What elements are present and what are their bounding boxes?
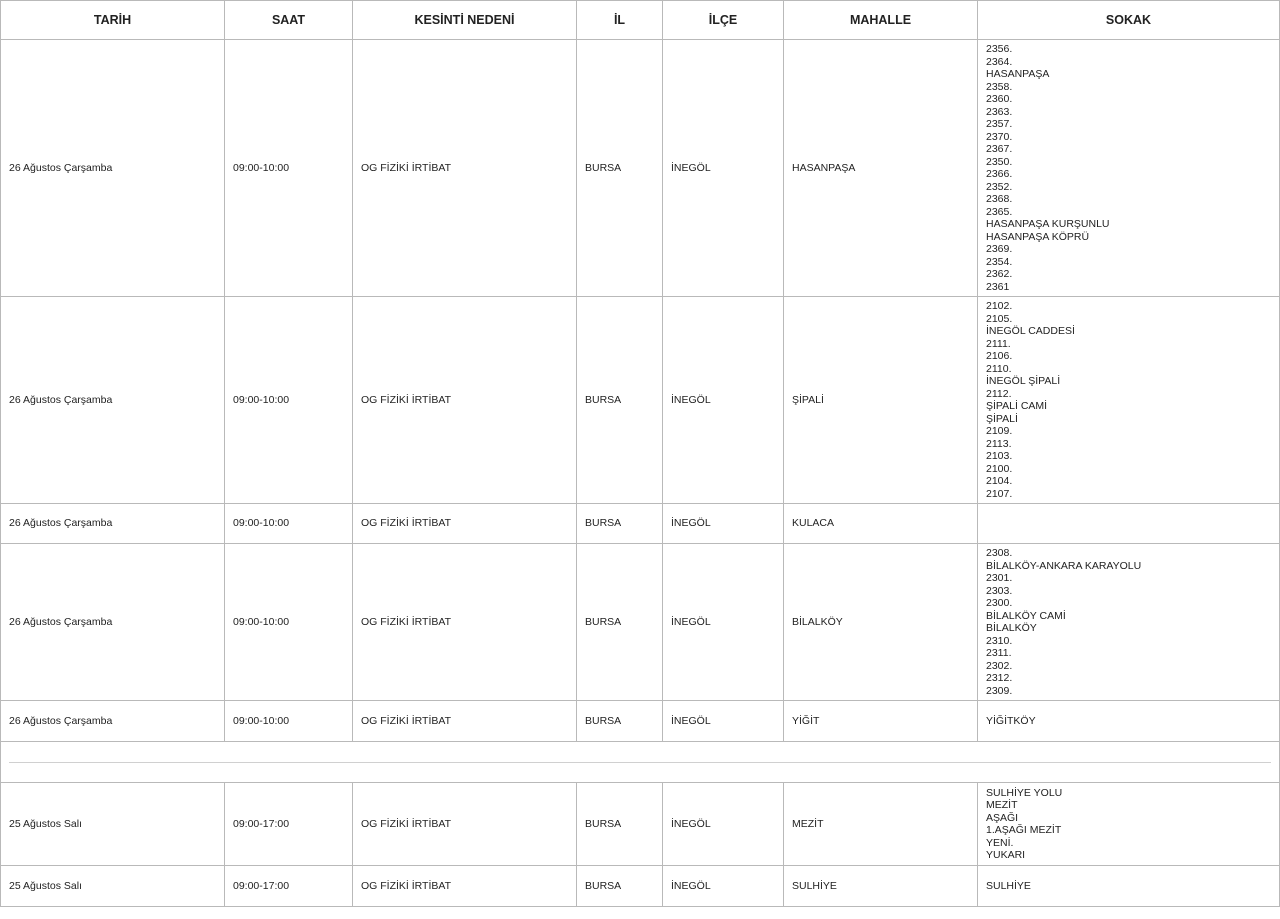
table-row (1, 297, 1280, 504)
cell-neden: OG FİZİKİ İRTİBAT (353, 866, 577, 907)
table-row (1, 40, 1280, 297)
cell-sokak (978, 504, 1280, 544)
street-name: 2102. (986, 300, 1013, 312)
street-name: 2303. (986, 584, 1013, 597)
cell-neden: OG FİZİKİ İRTİBAT (353, 701, 577, 742)
cell-ilce: İNEGÖL (663, 783, 784, 866)
cell-mahalle: KULACA (784, 504, 978, 544)
cell-tarih: 25 Ağustos Salı (1, 866, 225, 907)
street-name: HASANPAŞA KURŞUNLU (986, 218, 1110, 230)
street-name: 2107. (986, 487, 1013, 500)
cell-sokak (978, 866, 1280, 907)
street-name: 2361 (986, 280, 1010, 293)
cell-il: BURSA (577, 701, 663, 742)
street-name: 2350. (986, 155, 1013, 168)
street-name: 2358. (986, 80, 1013, 93)
street-name: AŞAĞI (986, 811, 1019, 824)
street-name: 2356. (986, 43, 1013, 55)
street-name: İNEGÖL CADDESİ (986, 325, 1075, 337)
street-name: 2109. (986, 425, 1013, 437)
cell-tarih: 26 Ağustos Çarşamba (1, 504, 225, 544)
cell-il: BURSA (577, 297, 663, 504)
street-name: 2360. (986, 93, 1013, 105)
cell-saat: 09:00-10:00 (225, 701, 353, 742)
separator-row (1, 742, 1280, 783)
street-name: 2301. (986, 572, 1013, 584)
cell-ilce: İNEGÖL (663, 544, 784, 701)
street-name: ŞİPALİ (986, 412, 1018, 425)
header-saat: SAAT (225, 1, 353, 40)
street-name: BİLALKÖY-ANKARA KARAYOLU (986, 559, 1142, 572)
table-row (1, 866, 1280, 907)
street-name: 2365. (986, 205, 1013, 218)
table-row (1, 504, 1280, 544)
cell-saat: 09:00-17:00 (225, 866, 353, 907)
cell-mahalle: HASANPAŞA (784, 40, 978, 297)
cell-il: BURSA (577, 504, 663, 544)
cell-il: BURSA (577, 40, 663, 297)
street-name: İNEGÖL ŞİPALİ (986, 375, 1061, 387)
street-name: ŞİPALİ CAMİ (986, 400, 1048, 412)
street-name: 2363. (986, 105, 1013, 118)
street-name: 2362. (986, 268, 1013, 280)
cell-tarih: 26 Ağustos Çarşamba (1, 40, 225, 297)
street-name: 2367. (986, 143, 1013, 155)
cell-il: BURSA (577, 783, 663, 866)
table-row (1, 701, 1280, 742)
street-name: BİLALKÖY CAMİ (986, 609, 1066, 622)
cell-saat: 09:00-10:00 (225, 504, 353, 544)
street-name: 2366. (986, 168, 1013, 180)
cell-sokak (978, 701, 1280, 742)
street-name: 2312. (986, 672, 1013, 684)
street-name: 2368. (986, 193, 1013, 205)
cell-ilce: İNEGÖL (663, 40, 784, 297)
cell-ilce: İNEGÖL (663, 297, 784, 504)
cell-mahalle: YİĞİT (784, 701, 978, 742)
street-name: 2352. (986, 180, 1013, 193)
cell-ilce: İNEGÖL (663, 866, 784, 907)
street-name: SULHİYE YOLU (986, 786, 1063, 799)
header-il: İL (577, 1, 663, 40)
cell-sokak (978, 297, 1280, 504)
street-name: 2369. (986, 243, 1013, 255)
street-name: 2364. (986, 55, 1013, 68)
header-kesinti-nedeni: KESİNTİ NEDENİ (353, 1, 577, 40)
cell-il: BURSA (577, 866, 663, 907)
table-row (1, 544, 1280, 701)
cell-mahalle: MEZİT (784, 783, 978, 866)
street-name: 2104. (986, 475, 1013, 487)
cell-neden: OG FİZİKİ İRTİBAT (353, 783, 577, 866)
street-name: MEZİT (986, 799, 1018, 811)
cell-saat: 09:00-10:00 (225, 297, 353, 504)
header-tarih: TARİH (1, 1, 225, 40)
cell-saat: 09:00-10:00 (225, 544, 353, 701)
street-name: YUKARI (986, 849, 1026, 861)
street-name: 2106. (986, 350, 1013, 362)
cell-saat: 09:00-10:00 (225, 40, 353, 297)
street-name: 2310. (986, 634, 1013, 647)
street-name: 2370. (986, 130, 1013, 143)
cell-tarih: 26 Ağustos Çarşamba (1, 297, 225, 504)
street-name: 2309. (986, 684, 1013, 697)
street-name: 2300. (986, 597, 1013, 609)
street-name: 2111. (986, 337, 1011, 350)
cell-neden: OG FİZİKİ İRTİBAT (353, 504, 577, 544)
street-name: HASANPAŞA (986, 68, 1050, 80)
street-name: YENİ. (986, 836, 1014, 849)
cell-il: BURSA (577, 544, 663, 701)
street-name: SULHİYE (986, 879, 1031, 892)
street-name: 2105. (986, 312, 1013, 325)
header-ilce: İLÇE (663, 1, 784, 40)
header-sokak: SOKAK (978, 1, 1280, 40)
table-row (1, 783, 1280, 866)
street-name: 2308. (986, 547, 1013, 559)
divider (9, 762, 1271, 763)
cell-ilce: İNEGÖL (663, 701, 784, 742)
cell-sokak (978, 544, 1280, 701)
street-name: 1.AŞAĞI MEZİT (986, 824, 1062, 836)
street-name: YİĞİTKÖY (986, 714, 1036, 727)
cell-mahalle: BİLALKÖY (784, 544, 978, 701)
street-name: 2103. (986, 450, 1013, 462)
cell-neden: OG FİZİKİ İRTİBAT (353, 297, 577, 504)
cell-tarih: 25 Ağustos Salı (1, 783, 225, 866)
cell-ilce: İNEGÖL (663, 504, 784, 544)
header-row (1, 1, 1280, 40)
street-name: 2113. (986, 437, 1012, 450)
street-name: 2311. (986, 647, 1012, 659)
street-name: 2110. (986, 362, 1012, 375)
cell-saat: 09:00-17:00 (225, 783, 353, 866)
cell-mahalle: ŞİPALİ (784, 297, 978, 504)
cell-neden: OG FİZİKİ İRTİBAT (353, 40, 577, 297)
header-mahalle: MAHALLE (784, 1, 978, 40)
cell-sokak (978, 783, 1280, 866)
street-name: 2112. (986, 387, 1012, 400)
cell-tarih: 26 Ağustos Çarşamba (1, 544, 225, 701)
street-name: 2100. (986, 462, 1013, 475)
street-name: BİLALKÖY (986, 622, 1037, 634)
street-name: 2357. (986, 118, 1013, 130)
street-name: 2302. (986, 659, 1013, 672)
street-name: HASANPAŞA KÖPRÜ (986, 230, 1090, 243)
cell-mahalle: SULHİYE (784, 866, 978, 907)
separator-cell (1, 742, 1280, 783)
cell-tarih: 26 Ağustos Çarşamba (1, 701, 225, 742)
street-name: 2354. (986, 255, 1013, 268)
cell-neden: OG FİZİKİ İRTİBAT (353, 544, 577, 701)
cell-sokak (978, 40, 1280, 297)
